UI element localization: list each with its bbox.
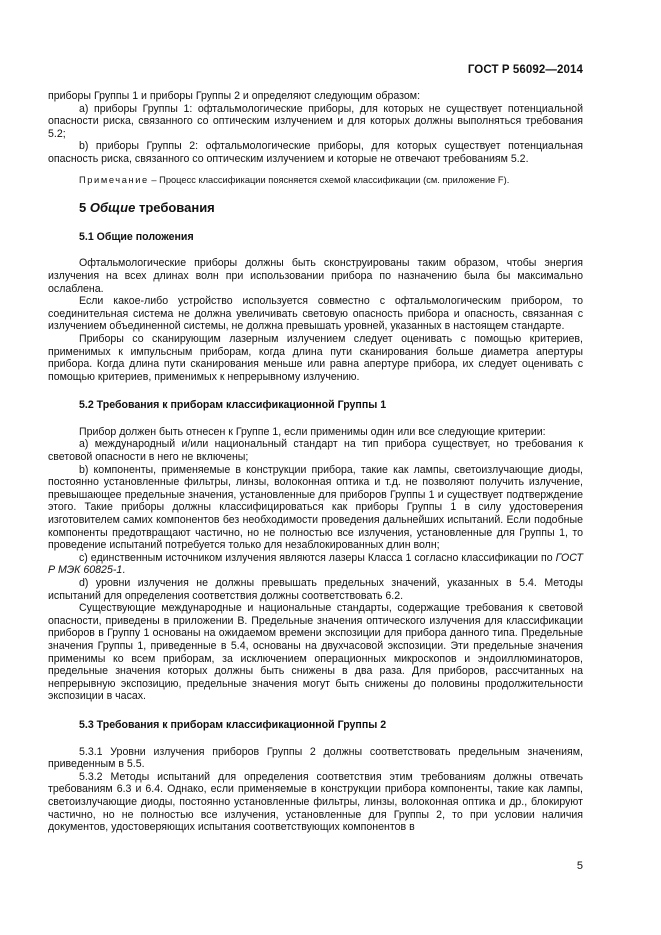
section-5-2-item-b: b) компоненты, применяемые в конструкции прибора, такие как лампы, светоизлучающие диоды, постоянно установленные фильтры, линзы, волоконная оптика и т.д. не позволяют получить излучение, превышающее предельные значения, установленные для приборов Группы 1 и существует подтверждение этого. Такие приборы должны классифицироваться как приборы Группы 1 в силу удостоверения изготовителем самих компонентов без необходимости проведения дальнейших испытаний. Если подобные компоненты предотвращают частично, но не полностью все излучения, установленные для Группы 1, то проведение испытаний потребуется только для незаблокированных длин волн; — [48, 463, 583, 552]
section-5-3-1: 5.3.1 Уровни излучения приборов Группы 2 должны соответствовать предельным значениям, приведенным в 5.5. — [48, 745, 583, 771]
note — [48, 174, 583, 187]
section-5-2-item-d: d) уровни излучения не должны превышать предельных значений, указанных в 5.4. Методы испытаний для определения соответствия должны соответствовать 6.2. — [48, 577, 583, 602]
section-5-heading — [48, 202, 583, 215]
intro-lead: приборы Группы 1 и приборы Группы 2 и определяют следующим образом: — [48, 90, 421, 102]
item-c-end: . — [122, 564, 126, 577]
section-5-3-2: 5.3.2 Методы испытаний для определения соответствия этим требованиям должны отвечать требованиям 6.3 и 6.4. Однако, если применяемые в конструкции прибора компоненты, такие как лампы, светоизлучающие диоды, постоянно установленные фильтры, линзы, волоконная оптика и др., блокируют частично, но не полностью все излучения, установленные для Группы 2, то при условии наличия документов, удостоверяющих испытания соответствующих компонентов в — [48, 770, 583, 834]
section-5-title-rest: требования — [135, 200, 215, 216]
note-label: Примечание — [79, 174, 149, 185]
section-5-1-para-3: Приборы со сканирующим лазерным излучением следует оценивать с помощью критериев, применимых к импульсным приборам, когда длина пути сканирования больше диаметра апертуры прибора. Когда длина пути сканирования меньше или равна апертуре прибора, их следует оценивать с помощью критериев, применимых к непрерывному излучению. — [48, 332, 583, 383]
intro-item-b: b) приборы Группы 2: офтальмологические приборы, для которых существует потенциальная опасность риска, связанного со оптическим излучением и которые не отвечают требованиям 5.2. — [48, 140, 583, 165]
item-c-text: с) единственным источником излучения являются лазеры Класса 1 согласно классификации по — [79, 551, 556, 564]
section-5-1-para-2: Если какое-либо устройство используется совместно с офтальмологическим прибором, то соединительная система не должна увеличивать световую опасность прибора и опасность, связанная с излучением объединенной системы, не должна превышать уровней, указанных в настоящем стандарте. — [48, 295, 583, 333]
section-5-number: 5 — [79, 200, 90, 216]
section-5-2-item-c — [48, 552, 583, 577]
document-body — [48, 90, 583, 834]
section-5-1-para-1: Офтальмологические приборы должны быть сконструированы таким образом, чтобы энергия излучения на всех длинах волн при использовании прибора по назначению была бы максимально ослаблена. — [48, 257, 583, 295]
note-text: – Процесс классификации поясняется схемой классификации (см. приложение F). — [148, 174, 510, 185]
standard-header: ГОСТ Р 56092—2014 — [467, 64, 583, 76]
section-5-2-item-a: а) международный и/или национальный стандарт на тип прибора существует, но требования к световой опасности в него не включены; — [48, 438, 583, 464]
section-5-3-heading: 5.3 Требования к приборам классификационной Группы 2 — [79, 718, 387, 731]
page-number: 5 — [576, 860, 583, 872]
section-5-2-para-2: Существующие международные и национальные стандарты, содержащие требования к световой опасности, приведены в приложении В. Предельные значения оптического излучения для классификации приборов в Группу 1 основаны на ожидаемом времени экспозиции для прибора данного типа. Предельные значения Группы 1, приведенные в 5.4, основаны на двухчасовой экспозиции. Эти предельные значения применимы ко всем приборам, за исключением операционных микроскопов и эндоиллюминаторов, предельные значения которых должны быть снижены в два раза. Для приборов, рассчитанных на непрерывную экспозицию, предельные значения могут быть снижены до половины продолжительности экспозиции в часах. — [48, 602, 583, 703]
section-5-2-heading: 5.2 Требования к приборам классификационной Группы 1 — [79, 399, 387, 412]
item-c-reference: ГОСТ Р МЭК 60825-1 — [48, 551, 583, 577]
intro-item-a: а) приборы Группы 1: офтальмологические приборы, для которых не существует потенциальной опасности риска, связанного со оптическим излучением и для которых должны выполняться требования 5.2; — [48, 102, 583, 140]
section-5-2-para-1: Прибор должен быть отнесен к Группе 1, если применимы один или все следующие критерии: — [79, 425, 546, 438]
section-5-1-heading: 5.1 Общие положения — [79, 230, 194, 243]
section-5-title-italic: Общие — [89, 200, 136, 216]
